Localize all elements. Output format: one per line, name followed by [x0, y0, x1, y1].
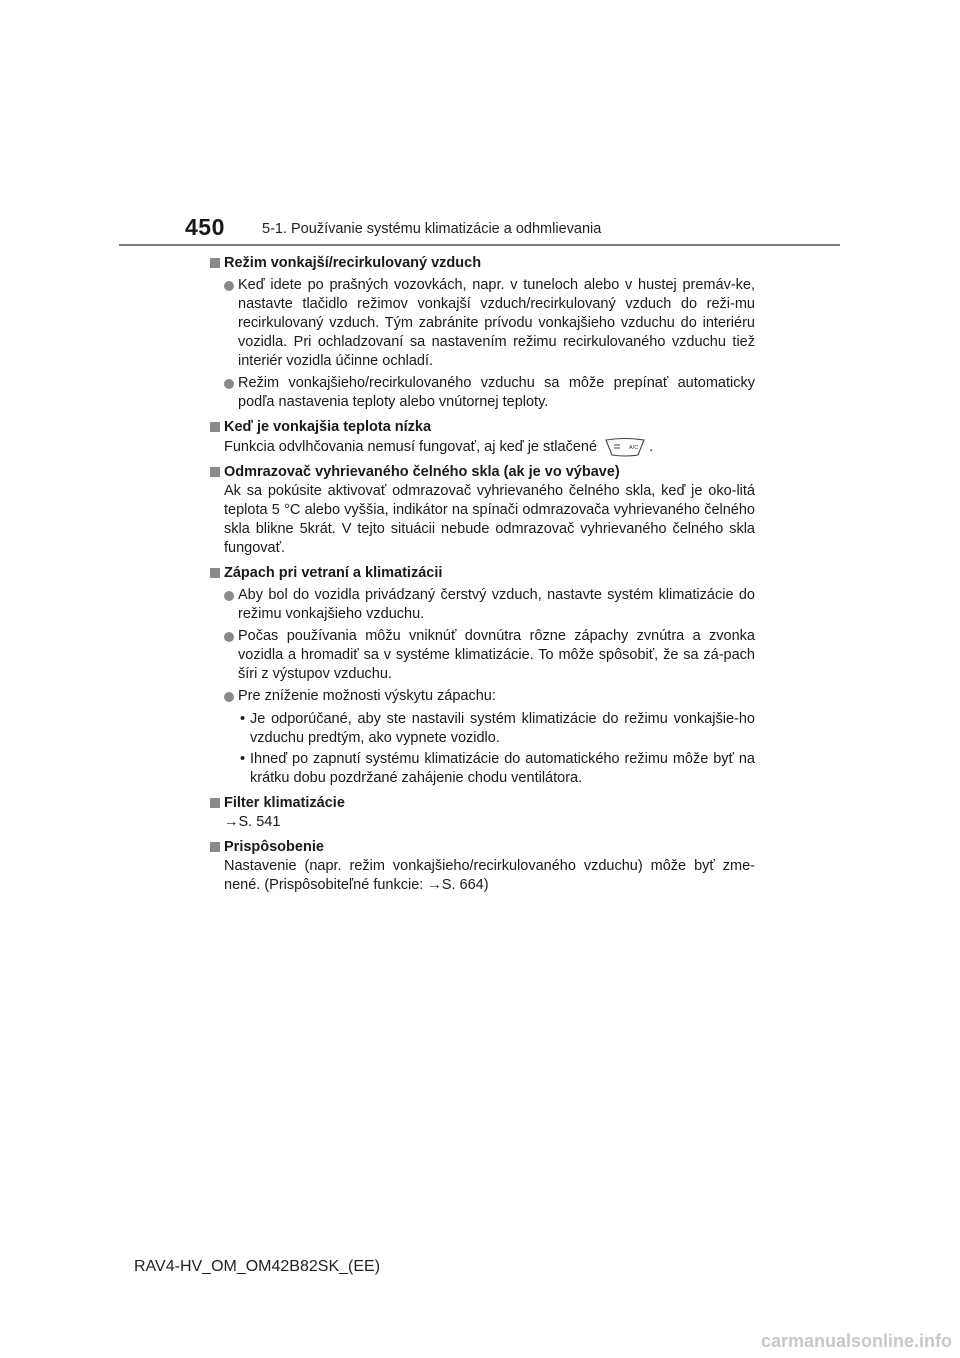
small-bullet-icon: •: [240, 711, 246, 727]
paragraph: Funkcia odvlhčovania nemusí fungovať, aj keď je stlačené A/C .: [210, 437, 755, 457]
document-code: RAV4-HV_OM_OM42B82SK_(EE): [134, 1258, 381, 1275]
small-bullet-icon: •: [240, 751, 246, 767]
sub-list-item: • Ihneď po zapnutí systému klimatizácie do automatického režimu môže byť na krátku dobu pozdržané zahájenie chodu ventilátora.: [240, 751, 755, 786]
list-item: Aby bol do vozidla privádzaný čerstvý vzduch, nastavte systém klimatizácie do režimu vonkajšieho vzduchu.: [210, 586, 755, 624]
list-item: Režim vonkajšieho/recirkulovaného vzduchu sa môže prepínať automaticky podľa nastavenia teploty alebo vnútornej teploty.: [210, 374, 755, 412]
section-heading: Prispôsobenie: [210, 838, 755, 857]
section-heading: Zápach pri vetraní a klimatizácii: [210, 564, 755, 583]
square-bullet-icon: [210, 842, 220, 852]
page-number: 450: [185, 214, 225, 240]
circle-bullet-icon: [224, 692, 234, 702]
circle-bullet-icon: [224, 591, 234, 601]
ac-icon-label: A/C: [629, 445, 639, 451]
square-bullet-icon: [210, 568, 220, 578]
section-heading: Keď je vonkajšia teplota nízka: [210, 418, 755, 437]
section-heading: Odmrazovač vyhrievaného čelného skla (ak je vo výbave): [210, 463, 755, 482]
watermark: carmanualsonline.info: [760, 1331, 952, 1351]
section-heading: Režim vonkajší/recirkulovaný vzduch: [210, 254, 755, 273]
circle-bullet-icon: [224, 632, 234, 642]
list-item: Počas používania môžu vniknúť dovnútra rôzne zápachy zvnútra a zvonka vozidla a hromadiť sa v systéme klimatizácie. To môže spôsobiť, že sa zá-pach šíri z výstupov vzduchu.: [210, 627, 755, 684]
paragraph: Ak sa pokúsite aktivovať odmrazovač vyhrievaného čelného skla, keď je oko-litá teplota 5 °C alebo vyššia, indikátor na spínači odmrazovača vyhrievaného čelného skla blikne 5krát. V tejto situácii nebude odmrazovač vyhrievaného čelného skla fungovať.: [224, 483, 755, 556]
circle-bullet-icon: [224, 379, 234, 389]
paragraph: Nastavenie (napr. režim vonkajšieho/recirkulovaného vzduchu) môže byť zme-nené. (Prispôsobiteľné funkcie: →S. 664): [224, 858, 755, 893]
list-item: Pre zníženie možnosti výskytu zápachu:: [210, 687, 755, 706]
header-rule: [119, 244, 840, 246]
chapter-title: 5-1. Používanie systému klimatizácie a odhmlievania: [262, 221, 602, 237]
page-content: [210, 254, 755, 895]
square-bullet-icon: [210, 798, 220, 808]
circle-bullet-icon: [224, 281, 234, 291]
square-bullet-icon: [210, 258, 220, 268]
sub-list-item: • Je odporúčané, aby ste nastavili systém klimatizácie do režimu vonkajšie-ho vzduchu predtým, ako vypnete vozidlo.: [240, 711, 755, 746]
square-bullet-icon: [210, 467, 220, 477]
ac-button-icon: [604, 437, 646, 457]
section-heading: Filter klimatizácie: [210, 794, 755, 813]
page-reference: →S. 541: [224, 814, 281, 830]
square-bullet-icon: [210, 422, 220, 432]
list-item: Keď idete po prašných vozovkách, napr. v tuneloch alebo v hustej premáv-ke, nastavte tlačidlo režimov vonkajší vzduch/recirkulovaný vzduch do reži-mu recirkulovaný vzduch. Tým zabránite prívodu vonkajšieho vzduchu do interiéru vozidla. Pri ochladzovaní sa nastavením režimu recirkulovaného vzduchu tiež interiér vozidla účinne ochladí.: [210, 276, 755, 371]
